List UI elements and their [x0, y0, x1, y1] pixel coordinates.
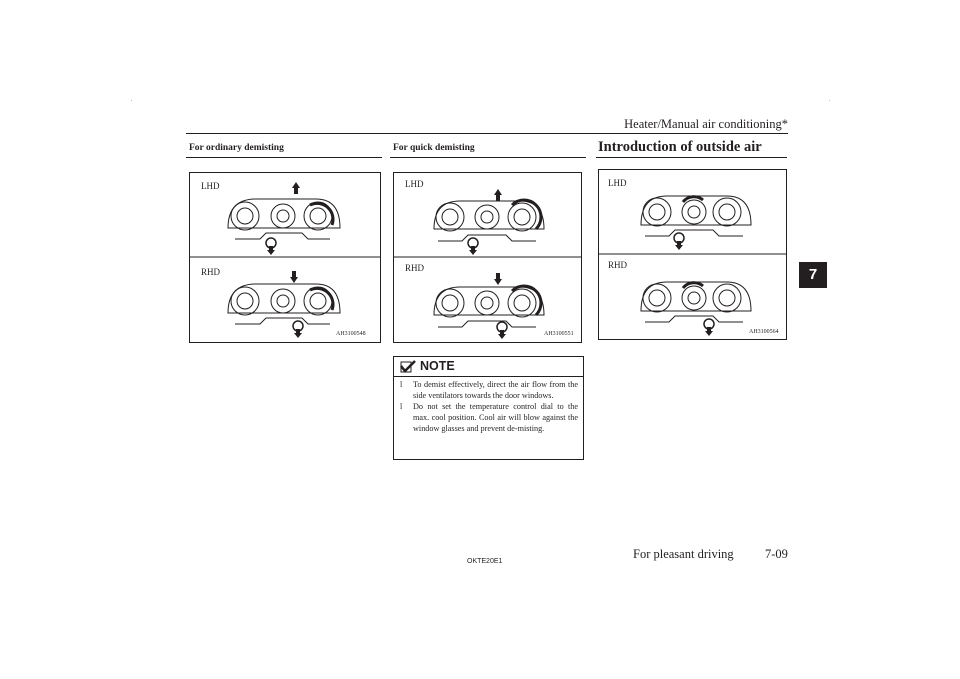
note-check-icon — [400, 360, 416, 373]
mode-selector-arrow-icon — [290, 271, 298, 283]
note-item — [400, 379, 578, 401]
figure-label-rhd: RHD — [405, 263, 425, 273]
heading-rule — [186, 157, 382, 158]
control-panel-illustration — [599, 170, 786, 339]
note-body — [400, 379, 578, 434]
mode-selector-arrow-icon — [494, 273, 502, 285]
note-item — [400, 401, 578, 434]
control-panel-illustration — [190, 173, 380, 342]
note-box — [393, 356, 584, 460]
control-panel-rhd — [434, 286, 544, 327]
note-text: Do not set the temperature control dial to the max. cool position. Cool air will blow against the window glasses and prevent de-misting. — [413, 402, 578, 433]
figure-ordinary-demisting — [189, 172, 381, 343]
heading-quick-demisting: For quick demisting — [393, 143, 475, 153]
note-title: NOTE — [420, 359, 455, 373]
figure-label-lhd: LHD — [608, 178, 627, 188]
crop-mark — [131, 100, 132, 101]
header-rule — [186, 133, 788, 134]
running-header: Heater/Manual air conditioning* — [624, 117, 788, 131]
figure-label-rhd: RHD — [608, 260, 628, 270]
mode-selector-arrow-icon — [292, 182, 300, 194]
bullet: l — [400, 380, 403, 389]
heading-introduction-outside-air: Introduction of outside air — [598, 139, 762, 155]
figure-code: AH3100551 — [544, 331, 574, 337]
footer-section: For pleasant driving — [633, 547, 734, 561]
heading-ordinary-demisting: For ordinary demisting — [189, 143, 284, 153]
figure-introduction-outside-air — [598, 169, 787, 340]
control-panel-rhd — [641, 282, 751, 322]
crop-mark — [829, 100, 830, 101]
control-panel-rhd — [228, 284, 340, 324]
heading-rule — [390, 157, 586, 158]
control-panel-lhd — [641, 196, 751, 236]
figure-code: AH3100564 — [749, 329, 779, 335]
heading-rule — [596, 157, 787, 158]
bullet: l — [400, 402, 403, 411]
control-panel-lhd — [228, 199, 340, 239]
footer-doc-code: OKTE20E1 — [467, 558, 503, 565]
figure-label-lhd: LHD — [405, 179, 424, 189]
figure-code: AH3100548 — [336, 331, 366, 337]
footer-page-number: 7-09 — [765, 547, 788, 561]
control-panel-illustration — [394, 173, 581, 342]
figure-label-rhd: RHD — [201, 267, 221, 277]
mode-selector-arrow-icon — [494, 189, 502, 201]
figure-label-lhd: LHD — [201, 181, 220, 191]
figure-quick-demisting — [393, 172, 582, 343]
chapter-tab: 7 — [799, 262, 827, 288]
control-panel-lhd — [434, 200, 544, 241]
note-text: To demist effectively, direct the air flow from the side ventilators towards the door windows. — [413, 380, 578, 400]
note-header — [394, 357, 583, 377]
